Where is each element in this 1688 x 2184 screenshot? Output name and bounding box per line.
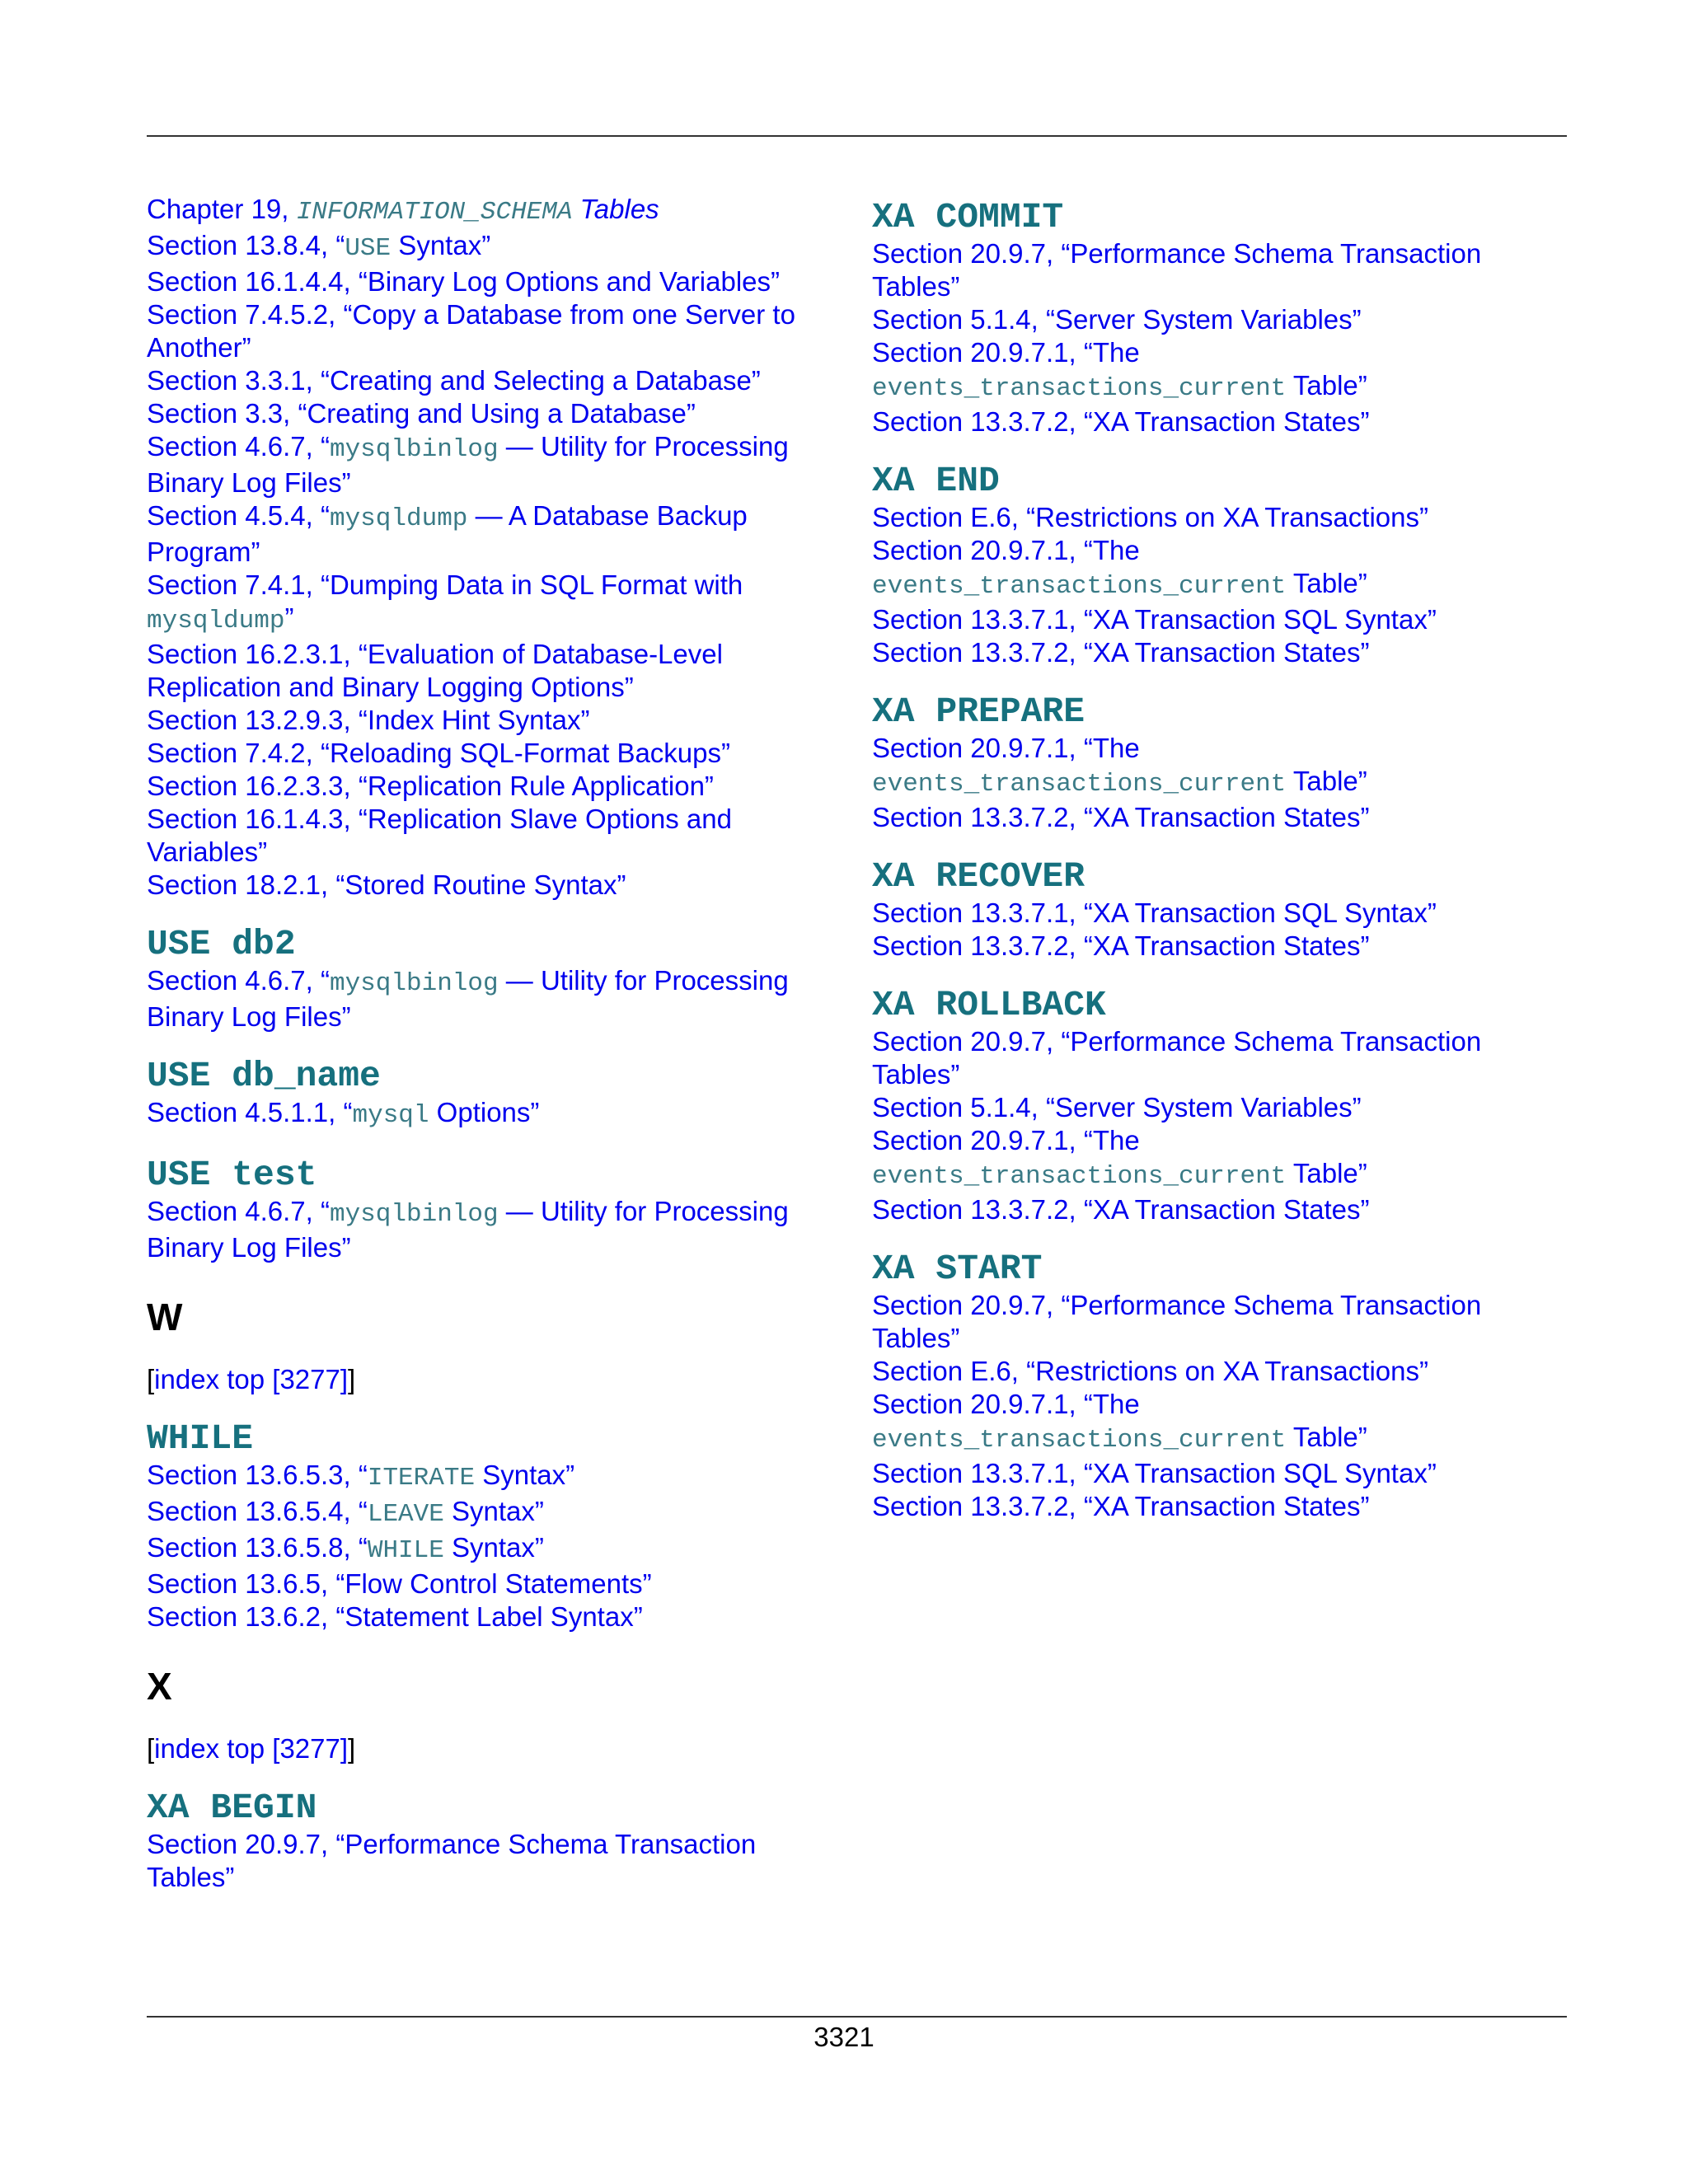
- index-ref-line[interactable]: [147, 770, 806, 803]
- ref-text: Section 7.4.2, “Reloading SQL-Format Backups”: [147, 738, 731, 768]
- letter-heading-w: W: [147, 1296, 183, 1338]
- index-entry: [147, 1419, 806, 1633]
- ref-text: Section 13.2.9.3, “Index Hint Syntax”: [147, 705, 590, 735]
- ref-text: Binary Log Files”: [147, 1232, 351, 1263]
- index-entry: [147, 925, 806, 1033]
- index-ref-line[interactable]: [872, 1322, 1531, 1355]
- ref-text: Section E.6, “Restrictions on XA Transactions”: [872, 502, 1428, 532]
- entry-group-while: [147, 1419, 806, 1633]
- ref-code: mysql: [352, 1101, 429, 1130]
- ref-text: Section 20.9.7.1, “The: [872, 535, 1140, 565]
- ref-text: Section 13.6.5.3, “: [147, 1460, 368, 1490]
- index-ref-line[interactable]: [872, 1457, 1531, 1490]
- index-ref-line[interactable]: [872, 732, 1531, 765]
- index-ref-line[interactable]: [872, 930, 1531, 963]
- ref-text: Section 16.1.4.3, “Replication Slave Options and: [147, 804, 732, 834]
- index-term: XA START: [872, 1249, 1043, 1289]
- ref-text: Syntax”: [443, 1532, 544, 1563]
- index-ref-line[interactable]: [147, 602, 806, 638]
- ref-text: Section 13.6.5.4, “: [147, 1496, 368, 1526]
- index-entry: [872, 692, 1531, 834]
- index-term: XA END: [872, 461, 1000, 501]
- ref-code: INFORMATION_SCHEMA: [296, 198, 573, 227]
- index-entry: [872, 462, 1531, 669]
- ref-text: Section 3.3, “Creating and Using a Database”: [147, 398, 696, 429]
- ref-text: Section 20.9.7, “Performance Schema Transaction: [872, 238, 1482, 269]
- index-ref-line[interactable]: [872, 534, 1531, 567]
- entry-group-xa-begin: [147, 1788, 806, 1894]
- index-ref-line[interactable]: [147, 364, 806, 397]
- ref-text: — Utility for Processing: [498, 965, 789, 996]
- top-ref-list: [147, 193, 806, 902]
- index-entry: [872, 198, 1531, 438]
- ref-text: Binary Log Files”: [147, 1001, 351, 1032]
- index-ref-line[interactable]: [872, 801, 1531, 834]
- ref-text: — Utility for Processing: [498, 431, 789, 462]
- page-number: 3321: [814, 2022, 874, 2052]
- entry-group-use: [147, 925, 806, 1264]
- index-ref-line[interactable]: [147, 869, 806, 902]
- index-ref-line[interactable]: [147, 836, 806, 869]
- ref-text: Syntax”: [475, 1460, 575, 1490]
- ref-text: Section 4.6.7, “: [147, 431, 330, 462]
- index-ref-line[interactable]: [147, 298, 806, 331]
- ref-text: Section 7.4.5.2, “Copy a Database from one Server to: [147, 299, 795, 330]
- index-term: XA PREPARE: [872, 691, 1085, 732]
- index-ref-line[interactable]: [147, 1096, 806, 1132]
- index-entry: [147, 1155, 806, 1264]
- ref-code: LEAVE: [367, 1500, 444, 1529]
- index-top-link[interactable]: index top [3277]: [154, 1364, 349, 1394]
- index-ref-line[interactable]: [147, 803, 806, 836]
- index-ref-line[interactable]: [872, 336, 1531, 369]
- entry-group-xa: [872, 198, 1531, 1523]
- ref-text: Section 20.9.7, “Performance Schema Transaction: [872, 1290, 1482, 1320]
- index-ref-line[interactable]: [147, 430, 806, 466]
- header-rule: [147, 135, 1567, 137]
- index-ref-line[interactable]: [872, 1490, 1531, 1523]
- ref-text: Section 5.1.4, “Server System Variables”: [872, 1092, 1362, 1122]
- index-term: USE db_name: [147, 1056, 381, 1096]
- index-ref-line[interactable]: [147, 569, 806, 602]
- index-ref-line[interactable]: [147, 229, 806, 265]
- index-ref-line[interactable]: [147, 1001, 806, 1033]
- ref-text: Table”: [1286, 766, 1367, 796]
- index-term: WHILE: [147, 1418, 254, 1459]
- ref-text: Section 13.3.7.1, “XA Transaction SQL Syntax”: [872, 604, 1437, 635]
- index-ref-line[interactable]: [147, 193, 806, 229]
- ref-text: Section 4.5.1.1, “: [147, 1097, 353, 1127]
- ref-text: Syntax”: [443, 1496, 544, 1526]
- index-term: XA RECOVER: [872, 856, 1085, 897]
- index-ref-line[interactable]: [872, 1289, 1531, 1322]
- ref-text: Section 16.2.3.3, “Replication Rule Application”: [147, 771, 714, 801]
- ref-text: Section 13.6.2, “Statement Label Syntax”: [147, 1601, 643, 1632]
- index-ref-line[interactable]: [147, 265, 806, 298]
- ref-text: — A Database Backup: [467, 500, 748, 531]
- ref-text: Tables”: [872, 1323, 960, 1353]
- index-ref-line[interactable]: [872, 636, 1531, 669]
- index-term: USE test: [147, 1155, 317, 1195]
- index-ref-line[interactable]: [147, 1601, 806, 1633]
- ref-text: Section 13.3.7.1, “XA Transaction SQL Syntax”: [872, 898, 1437, 928]
- ref-code: events_transactions_current: [872, 374, 1287, 403]
- index-ref-line[interactable]: [147, 331, 806, 364]
- ref-text: Section 4.6.7, “: [147, 1196, 330, 1226]
- ref-text: Section 13.6.5.8, “: [147, 1532, 368, 1563]
- ref-text: Section 5.1.4, “Server System Variables”: [872, 304, 1362, 335]
- ref-text: Section 13.3.7.2, “XA Transaction States”: [872, 802, 1370, 832]
- index-ref-line[interactable]: [872, 1355, 1531, 1388]
- ref-code: events_transactions_current: [872, 770, 1287, 799]
- ref-text: Tables”: [147, 1862, 235, 1892]
- index-ref-line[interactable]: [872, 567, 1531, 603]
- ref-text: Table”: [1286, 370, 1367, 401]
- ref-code: ITERATE: [367, 1464, 476, 1493]
- left-column: [147, 193, 806, 1894]
- ref-text: Section 16.1.4.4, “Binary Log Options and Variables”: [147, 266, 781, 297]
- ref-code: mysqldump: [147, 607, 285, 635]
- index-ref-line[interactable]: [872, 765, 1531, 801]
- ref-code: events_transactions_current: [872, 572, 1287, 601]
- ref-text: ”: [284, 602, 294, 633]
- index-entry: [872, 1249, 1531, 1523]
- ref-text: Section 13.8.4, “: [147, 230, 345, 260]
- ref-text: Syntax”: [391, 230, 491, 260]
- ref-text: Section 4.5.4, “: [147, 500, 330, 531]
- ref-text: Section 13.3.7.2, “XA Transaction States”: [872, 406, 1370, 437]
- ref-text: Table”: [1286, 1158, 1367, 1188]
- ref-text: Section 13.3.7.2, “XA Transaction States”: [872, 1194, 1370, 1225]
- index-ref-line[interactable]: [872, 897, 1531, 930]
- ref-code: WHILE: [367, 1536, 444, 1565]
- index-ref-line[interactable]: [872, 1058, 1531, 1091]
- ref-text: Variables”: [147, 837, 268, 867]
- ref-text: Section 20.9.7.1, “The: [872, 733, 1140, 763]
- index-ref-line[interactable]: [872, 1124, 1531, 1157]
- index-ref-line[interactable]: [872, 1193, 1531, 1226]
- index-term: XA COMMIT: [872, 197, 1064, 237]
- index-ref-line[interactable]: [872, 1388, 1531, 1421]
- ref-text: Section 18.2.1, “Stored Routine Syntax”: [147, 869, 626, 900]
- index-top-nav-w: [index top [3277]]: [147, 1364, 356, 1394]
- index-ref-line[interactable]: [147, 671, 806, 704]
- ref-text: Section 20.9.7, “Performance Schema Transaction: [147, 1829, 757, 1859]
- index-ref-line[interactable]: [147, 397, 806, 430]
- index-entry: [147, 1057, 806, 1132]
- index-ref-line[interactable]: [147, 1861, 806, 1894]
- ref-code: events_transactions_current: [872, 1162, 1287, 1191]
- index-term: XA ROLLBACK: [872, 985, 1106, 1025]
- index-ref-line[interactable]: [872, 237, 1531, 270]
- ref-text: Section 13.3.7.2, “XA Transaction States”: [872, 930, 1370, 961]
- ref-text: Section 4.6.7, “: [147, 965, 330, 996]
- ref-text: Section 20.9.7, “Performance Schema Transaction: [872, 1026, 1482, 1057]
- ref-text: Options”: [429, 1097, 540, 1127]
- ref-text: Table”: [1286, 1422, 1367, 1452]
- letter-heading-x: X: [147, 1665, 172, 1708]
- ref-code: USE: [345, 234, 392, 263]
- index-ref-line[interactable]: [872, 1025, 1531, 1058]
- ref-text: — Utility for Processing: [498, 1196, 789, 1226]
- index-ref-line[interactable]: [872, 1157, 1531, 1193]
- index-ref-line[interactable]: [147, 638, 806, 671]
- ref-text: Section 13.6.5, “Flow Control Statements”: [147, 1568, 652, 1599]
- ref-text: Section 13.3.7.2, “XA Transaction States”: [872, 1491, 1370, 1521]
- index-ref-line[interactable]: [147, 1828, 806, 1861]
- ref-text: Section 20.9.7.1, “The: [872, 337, 1140, 368]
- ref-text: Binary Log Files”: [147, 467, 351, 498]
- ref-text: Section E.6, “Restrictions on XA Transactions”: [872, 1356, 1428, 1386]
- ref-code: mysqlbinlog: [329, 969, 499, 998]
- ref-text: Section 13.3.7.2, “XA Transaction States”: [872, 637, 1370, 668]
- ref-code: mysqlbinlog: [329, 1200, 499, 1229]
- ref-text: Section 20.9.7.1, “The: [872, 1125, 1140, 1155]
- index-ref-line[interactable]: [147, 1231, 806, 1264]
- index-top-link[interactable]: index top [3277]: [154, 1733, 349, 1764]
- right-column: [872, 198, 1531, 1523]
- index-ref-line[interactable]: [147, 704, 806, 737]
- footer-rule: [147, 2016, 1567, 2018]
- ref-text: Section 16.2.3.1, “Evaluation of Database-Level: [147, 639, 723, 669]
- index-ref-line[interactable]: [147, 1568, 806, 1601]
- index-term: USE db2: [147, 924, 296, 964]
- index-ref-line[interactable]: [872, 405, 1531, 438]
- ref-text: Section 7.4.1, “Dumping Data in SQL Format with: [147, 569, 743, 600]
- index-entry: [872, 986, 1531, 1226]
- index-ref-line[interactable]: [872, 603, 1531, 636]
- index-ref-line[interactable]: [872, 369, 1531, 405]
- index-ref-line[interactable]: [147, 1195, 806, 1231]
- ref-text: Program”: [147, 537, 260, 567]
- index-top-nav-x: [index top [3277]]: [147, 1733, 356, 1764]
- ref-text: Table”: [1286, 568, 1367, 598]
- index-ref-line[interactable]: [147, 737, 806, 770]
- ref-text: Tables”: [872, 1059, 960, 1090]
- index-ref-line[interactable]: [147, 466, 806, 499]
- index-ref-line[interactable]: [147, 1459, 806, 1495]
- index-ref-line[interactable]: [147, 536, 806, 569]
- ref-code: mysqldump: [329, 504, 468, 533]
- ref-text: Tables”: [872, 271, 960, 302]
- ref-text: Tables: [572, 194, 659, 224]
- index-ref-line[interactable]: [872, 1421, 1531, 1457]
- index-term: XA BEGIN: [147, 1788, 317, 1828]
- ref-text: Section 13.3.7.1, “XA Transaction SQL Syntax”: [872, 1458, 1437, 1488]
- index-ref-line[interactable]: [147, 1531, 806, 1568]
- ref-text: Section 3.3.1, “Creating and Selecting a Database”: [147, 365, 761, 396]
- index-ref-line[interactable]: [872, 303, 1531, 336]
- ref-text: Replication and Binary Logging Options”: [147, 672, 634, 702]
- ref-text: Another”: [147, 332, 251, 363]
- index-ref-line[interactable]: [147, 1495, 806, 1531]
- ref-code: events_transactions_current: [872, 1426, 1287, 1455]
- index-entry: [872, 857, 1531, 963]
- index-ref-line[interactable]: [872, 501, 1531, 534]
- ref-code: mysqlbinlog: [329, 435, 499, 464]
- ref-text: Section 20.9.7.1, “The: [872, 1389, 1140, 1419]
- index-ref-line[interactable]: [872, 1091, 1531, 1124]
- ref-text: Chapter 19,: [147, 194, 297, 224]
- index-ref-line[interactable]: [147, 499, 806, 536]
- index-entry: [147, 1788, 806, 1894]
- index-ref-line[interactable]: [147, 964, 806, 1001]
- index-ref-line[interactable]: [872, 270, 1531, 303]
